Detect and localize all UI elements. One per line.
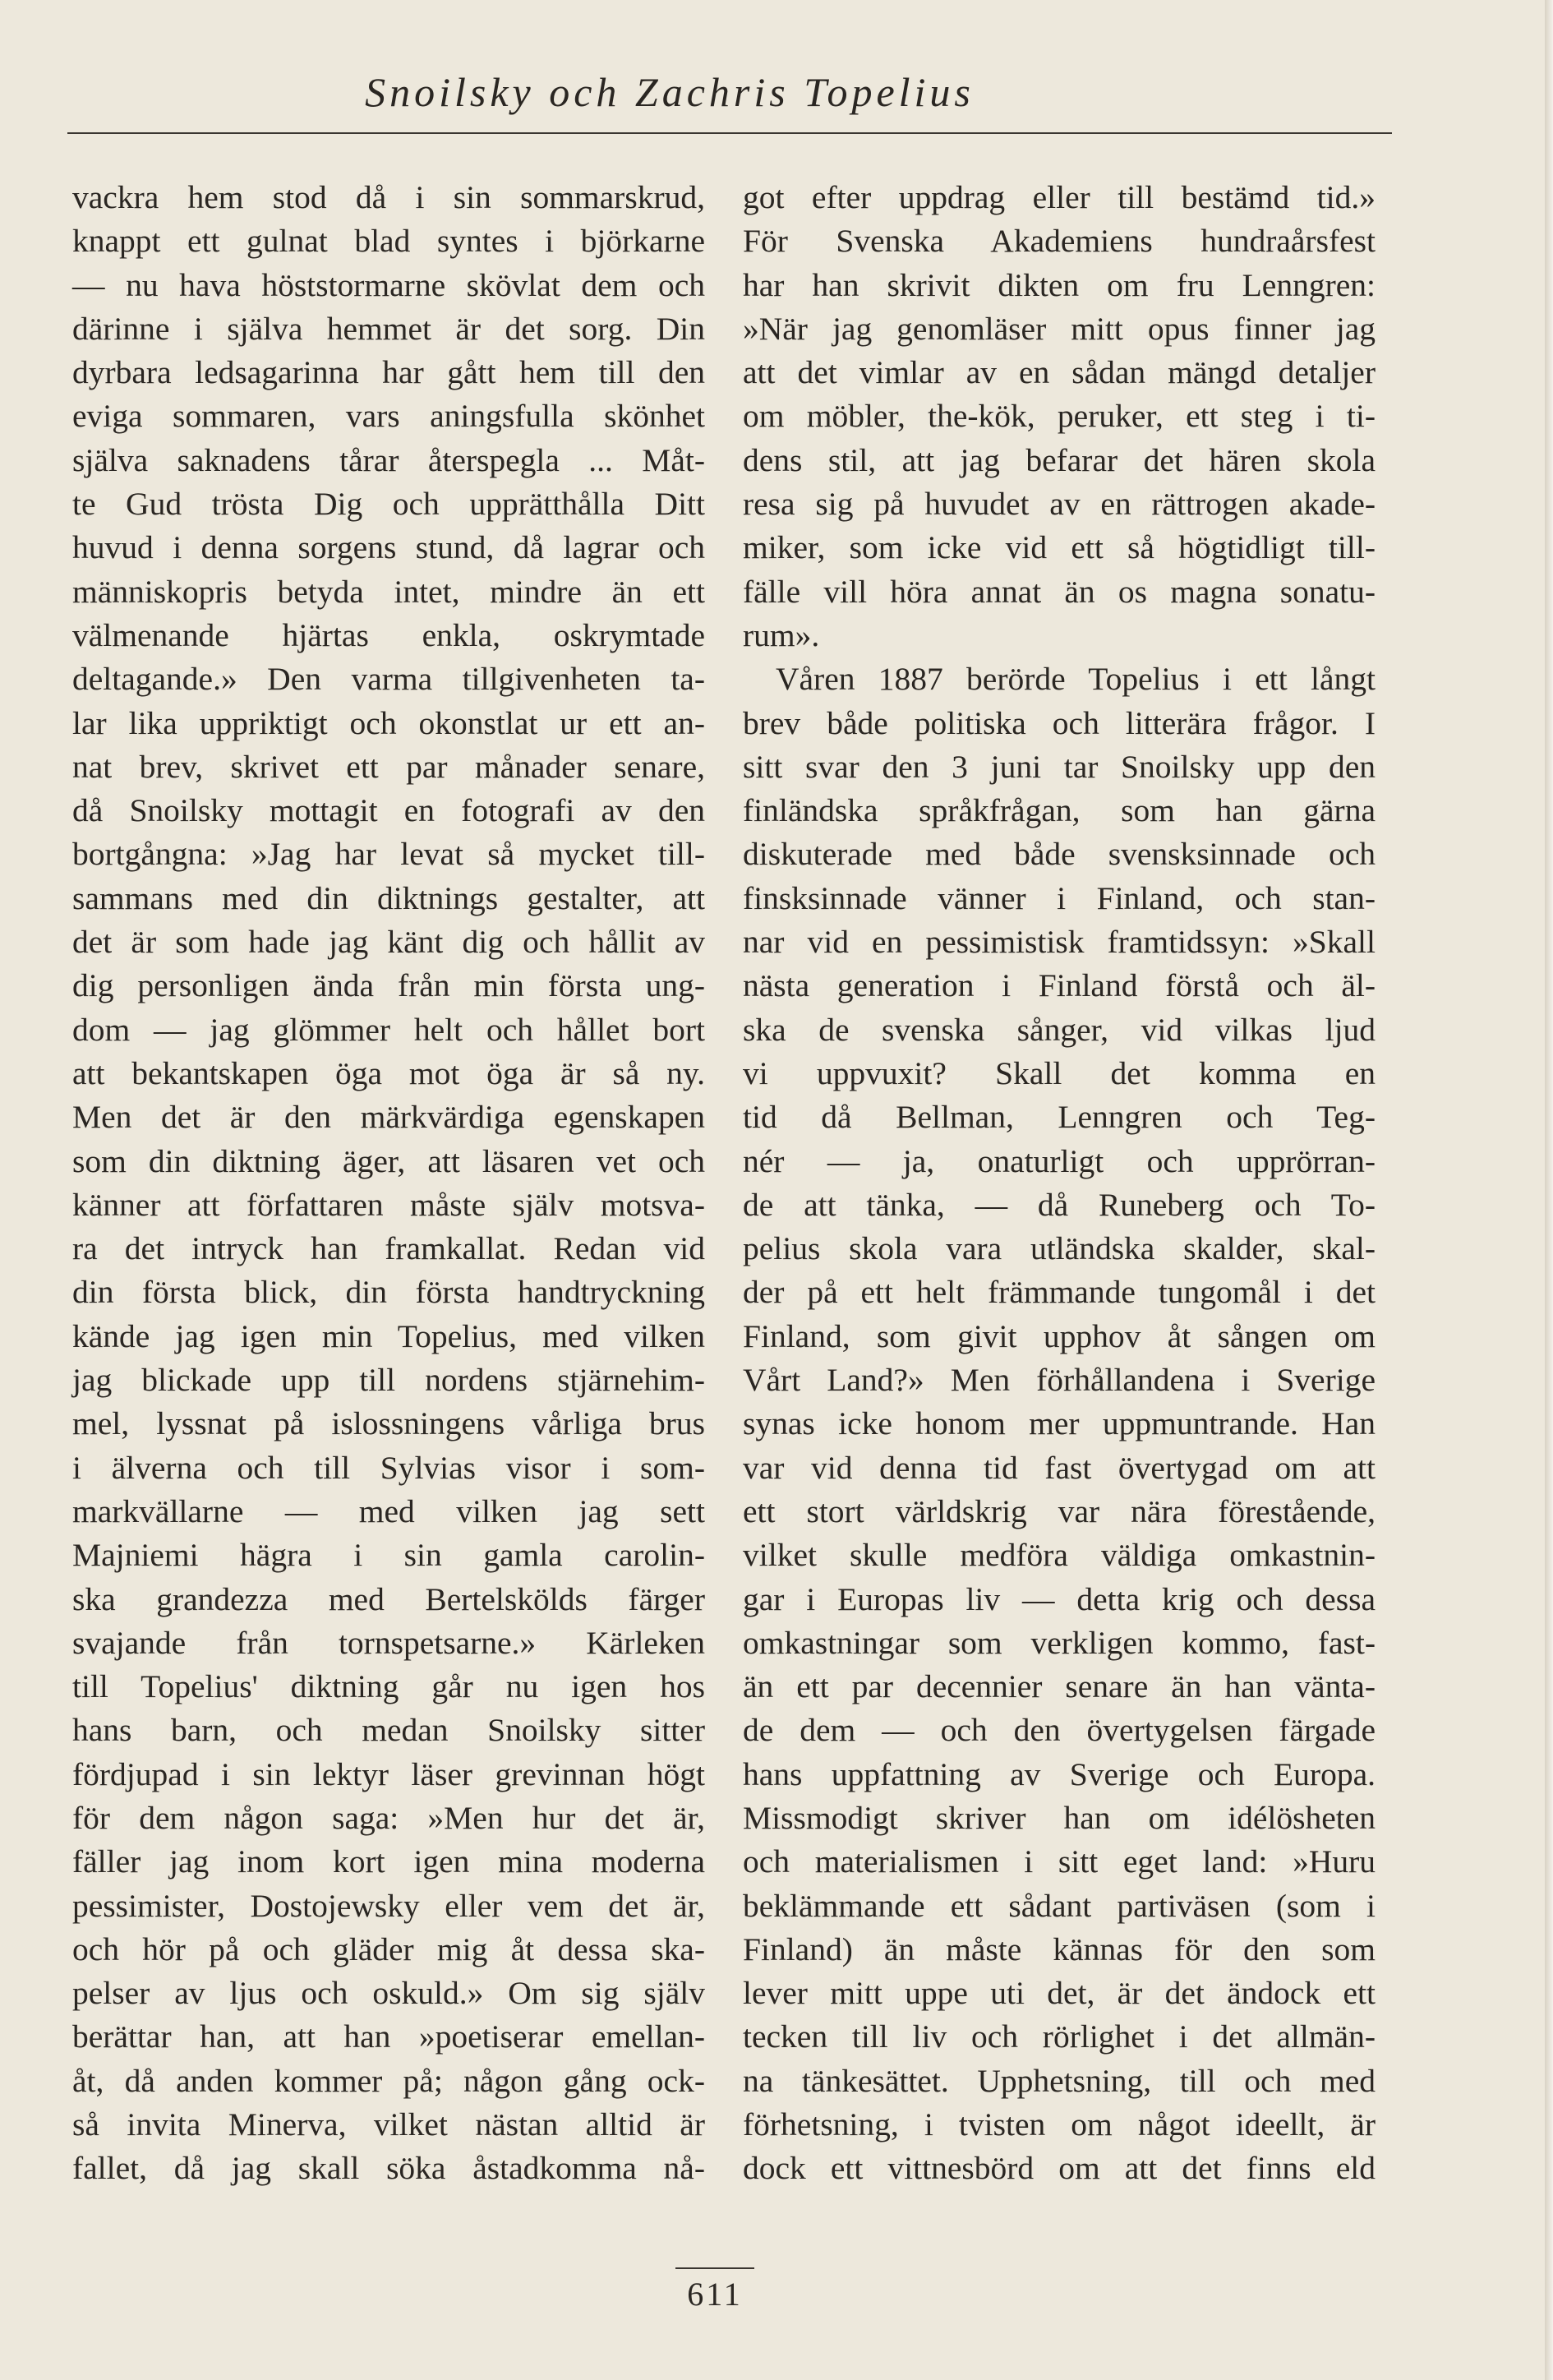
text-line: mel, lyssnat på islossningens vårliga brus: [72, 1405, 705, 1442]
page-edge: [1545, 0, 1553, 2380]
text-line: finsksinnade vänner i Finland, och stan-: [743, 879, 1376, 916]
text-line: själva saknadens tårar återspegla ... Måt-: [72, 441, 705, 478]
text-line: Finland, som givit upphov åt sången om: [743, 1317, 1376, 1354]
text-line: har han skrivit dikten om fru Lenngren:: [743, 266, 1376, 303]
text-line: pelius skola vara utländska skalder, skal-: [743, 1230, 1376, 1267]
text-line: knappt ett gulnat blad syntes i björkarne: [72, 223, 705, 260]
text-line: och hör på och gläder mig åt dessa ska-: [72, 1930, 705, 1967]
text-line: markvällarne — med vilken jag sett: [72, 1492, 705, 1529]
text-line: människopris betyda intet, mindre än ett: [72, 573, 705, 610]
text-line: än ett par decennier senare än han vänta-: [743, 1668, 1376, 1705]
text-line: de dem — och den övertygelsen färgade: [743, 1712, 1376, 1749]
text-line: huvud i denna sorgens stund, då lagrar och: [72, 529, 705, 566]
text-line: nat brev, skrivet ett par månader senare,: [72, 748, 705, 785]
text-line: för dem någon saga: »Men hur det är,: [72, 1799, 705, 1836]
text-line: beklämmande ett sådant partiväsen (som i: [743, 1887, 1376, 1924]
text-line: »När jag genomläser mitt opus finner jag: [743, 310, 1376, 347]
text-line: got efter uppdrag eller till bestämd tid.»: [743, 179, 1376, 215]
left-column: [72, 176, 705, 2191]
text-line: dens stil, att jag befarar det hären skola: [743, 441, 1376, 478]
text-line: der på ett helt främmande tungomål i det: [743, 1274, 1376, 1311]
text-line: lever mitt uppe uti det, är det ändock ett: [743, 1975, 1376, 2012]
text-line: Missmodigt skriver han om idélösheten: [743, 1799, 1376, 1836]
text-line: att det vimlar av en sådan mängd detaljer: [743, 354, 1376, 391]
text-line: att bekantskapen öga mot öga är så ny.: [72, 1054, 705, 1091]
text-line: var vid denna tid fast övertygad om att: [743, 1449, 1376, 1486]
text-line: resa sig på huvudet av en rättrogen akade-: [743, 486, 1376, 523]
text-line: fäller jag inom kort igen mina moderna: [72, 1843, 705, 1880]
text-line: fallet, då jag skall söka åstadkomma nå-: [72, 2150, 705, 2187]
text-line: åt, då anden kommer på; någon gång ock-: [72, 2062, 705, 2099]
text-line: dyrbara ledsagarinna har gått hem till den: [72, 354, 705, 391]
text-line: fördjupad i sin lektyr läser grevinnan högt: [72, 1755, 705, 1792]
text-line: Men det är den märkvärdiga egenskapen: [72, 1099, 705, 1136]
text-line: det är som hade jag känt dig och hållit av: [72, 924, 705, 961]
text-line: till Topelius' diktning går nu igen hos: [72, 1668, 705, 1705]
text-line: berättar han, att han »poetiserar emellan-: [72, 2018, 705, 2055]
running-head: Snoilsky och Zachris Topelius: [365, 69, 975, 115]
text-line: — nu hava höststormarne skövlat dem och: [72, 266, 705, 303]
text-line: rum».: [743, 616, 820, 653]
text-line: ra det intryck han framkallat. Redan vid: [72, 1230, 705, 1267]
text-line: nästa generation i Finland förstå och äl-: [743, 967, 1376, 1004]
right-column: [743, 176, 1376, 2191]
page-number: 611: [687, 2276, 743, 2313]
text-line: Majniemi hägra i sin gamla carolin-: [72, 1537, 705, 1574]
text-line: lar lika uppriktigt och okonstlat ur ett an-: [72, 704, 705, 741]
text-line: dig personligen ända från min första ung-: [72, 967, 705, 1004]
text-line: eviga sommaren, vars aningsfulla skönhet: [72, 398, 705, 435]
text-line: och materialismen i sitt eget land: »Huru: [743, 1843, 1376, 1880]
text-line: om möbler, the-kök, peruker, ett steg i ti-: [743, 398, 1376, 435]
text-line: tid då Bellman, Lenngren och Teg-: [743, 1099, 1376, 1136]
text-line: hans uppfattning av Sverige och Europa.: [743, 1755, 1376, 1792]
text-line: synas icke honom mer uppmuntrande. Han: [743, 1405, 1376, 1442]
text-line: diskuterade med både svensksinnade och: [743, 836, 1376, 873]
text-line: sitt svar den 3 juni tar Snoilsky upp den: [743, 748, 1376, 785]
text-line: Finland) än måste kännas för den som: [743, 1930, 1376, 1967]
text-line: nér — ja, onaturligt och upprörran-: [743, 1142, 1376, 1179]
text-line: känner att författaren måste själv motsva-: [72, 1186, 705, 1223]
text-line: Vårt Land?» Men förhållandena i Sverige: [743, 1362, 1376, 1399]
text-line: din första blick, din första handtryckning: [72, 1274, 705, 1311]
text-line: som din diktning äger, att läsaren vet och: [72, 1142, 705, 1179]
text-line: För Svenska Akademiens hundraårsfest: [743, 223, 1376, 260]
text-line: bortgångna: »Jag har levat så mycket till-: [72, 836, 705, 873]
text-line: därinne i själva hemmet är det sorg. Din: [72, 310, 705, 347]
text-line: Våren 1887 berörde Topelius i ett långt: [776, 661, 1376, 698]
text-line: finländska språkfrågan, som han gärna: [743, 792, 1376, 829]
text-line: ett stort världskrig var nära förestående,: [743, 1492, 1376, 1529]
text-line: deltagande.» Den varma tillgivenheten ta-: [72, 661, 705, 698]
text-line: de att tänka, — då Runeberg och To-: [743, 1186, 1376, 1223]
text-line: vackra hem stod då i sin sommarskrud,: [72, 179, 705, 215]
text-line: välmenande hjärtas enkla, oskrymtade: [72, 616, 705, 653]
text-line: förhetsning, i tvisten om något ideellt, är: [743, 2106, 1376, 2143]
text-line: kände jag igen min Topelius, med vilken: [72, 1317, 705, 1354]
text-line: nar vid en pessimistisk framtidssyn: »Skall: [743, 924, 1376, 961]
text-line: svajande från tornspetsarne.» Kärleken: [72, 1624, 705, 1661]
text-line: fälle vill höra annat än os magna sonatu-: [743, 573, 1376, 610]
folio-rule: [675, 2267, 754, 2269]
text-line: na tänkesättet. Upphetsning, till och med: [743, 2062, 1376, 2099]
text-line: gar i Europas liv — detta krig och dessa: [743, 1580, 1376, 1617]
text-line: ska de svenska sånger, vid vilkas ljud: [743, 1011, 1376, 1048]
text-line: sammans med din diktnings gestalter, att: [72, 879, 705, 916]
text-line: ska grandezza med Bertelskölds färger: [72, 1580, 705, 1617]
text-line: vilket skulle medföra väldiga omkastnin-: [743, 1537, 1376, 1574]
text-line: te Gud trösta Dig och upprätthålla Ditt: [72, 486, 705, 523]
text-line: tecken till liv och rörlighet i det allmän-: [743, 2018, 1376, 2055]
text-line: vi uppvuxit? Skall det komma en: [743, 1054, 1376, 1091]
text-line: brev både politiska och litterära frågor. I: [743, 704, 1376, 741]
text-line: då Snoilsky mottagit en fotografi av den: [72, 792, 705, 829]
text-line: omkastningar som verkligen kommo, fast-: [743, 1624, 1376, 1661]
text-line: pessimister, Dostojewsky eller vem det är,: [72, 1887, 705, 1924]
header-rule: [67, 132, 1392, 134]
text-line: jag blickade upp till nordens stjärnehim-: [72, 1362, 705, 1399]
text-line: dom — jag glömmer helt och hållet bort: [72, 1011, 705, 1048]
text-line: hans barn, och medan Snoilsky sitter: [72, 1712, 705, 1749]
text-line: miker, som icke vid ett så högtidligt till-: [743, 529, 1376, 566]
text-line: i älverna och till Sylvias visor i som-: [72, 1449, 705, 1486]
text-line: så invita Minerva, vilket nästan alltid är: [72, 2106, 705, 2143]
text-line: dock ett vittnesbörd om att det finns eld: [743, 2150, 1376, 2187]
text-line: pelser av ljus och oskuld.» Om sig själv: [72, 1975, 705, 2012]
